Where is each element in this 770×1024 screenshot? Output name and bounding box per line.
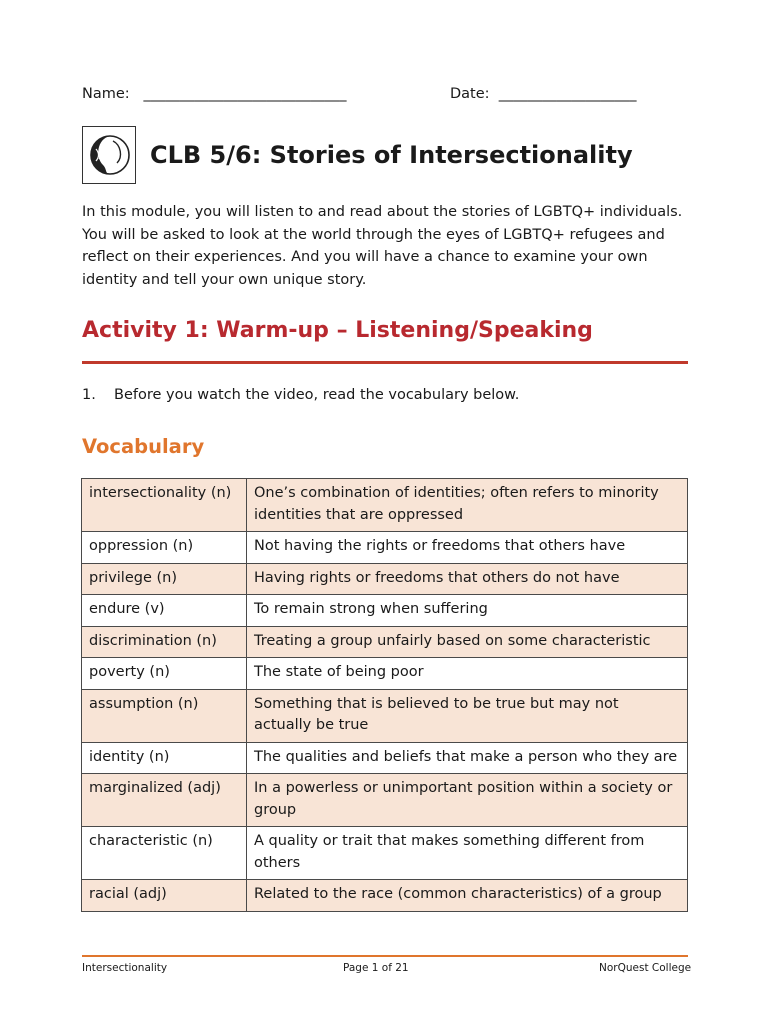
step-number: 1. [82, 387, 96, 403]
activity-divider [82, 361, 688, 364]
vocabulary-term: racial (adj) [82, 880, 247, 912]
vocabulary-term: discrimination (n) [82, 626, 247, 658]
vocabulary-term: identity (n) [82, 742, 247, 774]
vocabulary-row [82, 658, 688, 690]
vocabulary-row [82, 880, 688, 912]
footer-page-number: Page 1 of 21 [343, 962, 409, 974]
vocabulary-row [82, 595, 688, 627]
vocabulary-row [82, 742, 688, 774]
vocabulary-row [82, 479, 688, 532]
vocabulary-definition: The state of being poor [247, 658, 688, 690]
vocabulary-row [82, 774, 688, 827]
vocabulary-definition: Not having the rights or freedoms that others have [247, 532, 688, 564]
vocabulary-row [82, 563, 688, 595]
date-field [450, 86, 637, 102]
date-label: Date: [450, 86, 490, 102]
vocabulary-term: marginalized (adj) [82, 774, 247, 827]
step-text: Before you watch the video, read the vocabulary below. [114, 387, 520, 403]
name-blank: ____________________________ [143, 86, 347, 102]
vocabulary-term: poverty (n) [82, 658, 247, 690]
vocabulary-row [82, 626, 688, 658]
footer-institution: NorQuest College [599, 962, 692, 974]
vocabulary-definition: The qualities and beliefs that make a person who they are [247, 742, 688, 774]
vocabulary-term: privilege (n) [82, 563, 247, 595]
vocabulary-term: assumption (n) [82, 689, 247, 742]
vocabulary-definition: A quality or trait that makes something different from others [247, 827, 688, 880]
date-blank: ___________________ [498, 86, 637, 102]
intro-paragraph: In this module, you will listen to and read about the stories of LGBTQ+ individuals. You will be asked to look at the world through the eyes of LGBTQ+ refugees and reflect on their experiences. And you will have a chance to examine your own identity and tell your own unique story. [82, 204, 683, 288]
name-label: Name: [82, 86, 130, 102]
activity-title: Activity 1: Warm-up – Listening/Speaking [82, 318, 593, 343]
title-row [82, 126, 633, 184]
vocabulary-definition: Treating a group unfairly based on some characteristic [247, 626, 688, 658]
name-field [82, 86, 347, 102]
vocabulary-term: characteristic (n) [82, 827, 247, 880]
vocabulary-definition: Having rights or freedoms that others do not have [247, 563, 688, 595]
vocabulary-term: intersectionality (n) [82, 479, 247, 532]
vocabulary-definition: In a powerless or unimportant position within a society or group [247, 774, 688, 827]
vocabulary-definition: Something that is believed to be true but may not actually be true [247, 689, 688, 742]
instruction-step [82, 387, 519, 403]
vocabulary-row [82, 827, 688, 880]
page-title: CLB 5/6: Stories of Intersectionality [150, 141, 633, 169]
vocabulary-table [81, 478, 688, 912]
vocabulary-definition: Related to the race (common characteristics) of a group [247, 880, 688, 912]
listening-speaking-icon [82, 126, 136, 184]
footer-module-name: Intersectionality [82, 962, 168, 974]
vocabulary-definition: To remain strong when suffering [247, 595, 688, 627]
vocabulary-term: endure (v) [82, 595, 247, 627]
vocabulary-row [82, 689, 688, 742]
footer-divider [82, 955, 688, 957]
vocabulary-definition: One’s combination of identities; often refers to minority identities that are oppressed [247, 479, 688, 532]
vocabulary-row [82, 532, 688, 564]
vocabulary-term: oppression (n) [82, 532, 247, 564]
vocabulary-heading: Vocabulary [82, 435, 205, 458]
